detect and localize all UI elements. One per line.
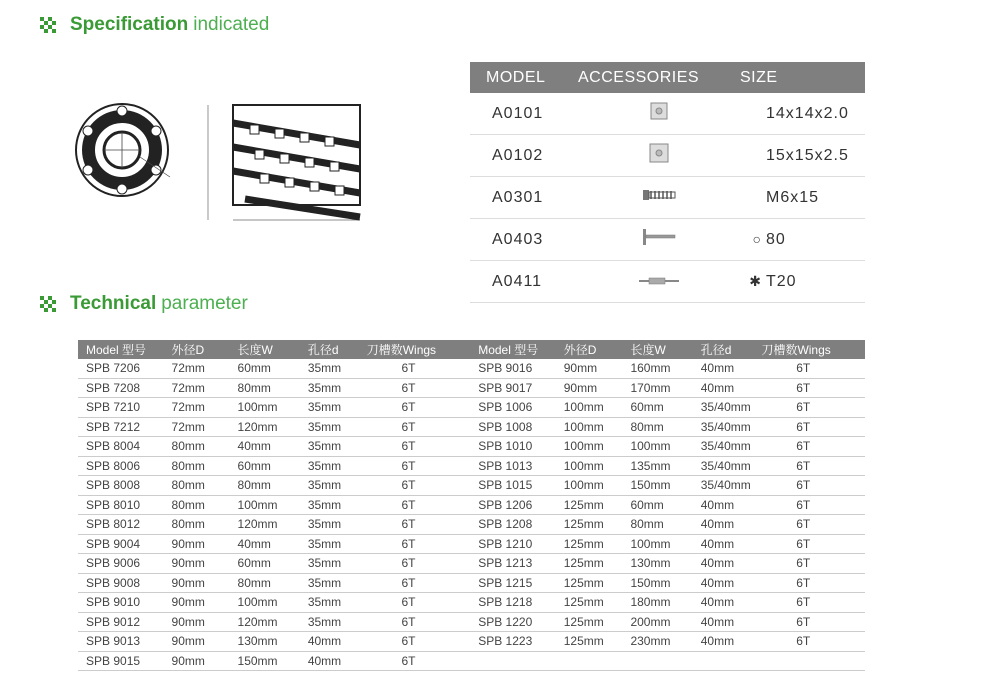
table-row	[78, 495, 865, 515]
technical-title-bold: Technical	[70, 293, 157, 314]
cell-model: SPB 9006	[78, 554, 172, 574]
cell-bore: 35mm	[308, 573, 367, 593]
cell-length: 150mm	[630, 476, 700, 496]
table-row	[78, 612, 865, 632]
accessory-model: A0102	[470, 135, 578, 177]
cell-wings: 6T	[367, 476, 471, 496]
size-value: 14x14x2.0	[766, 104, 849, 122]
cell-model: SPB 1013	[470, 456, 564, 476]
accessories-table	[470, 62, 865, 303]
checker-bullet-icon	[40, 296, 56, 312]
cell-wings: 6T	[761, 554, 865, 574]
accessory-size	[740, 261, 865, 303]
accessory-image	[578, 177, 740, 219]
accessory-row	[470, 261, 865, 303]
cell-model: SPB 9008	[78, 573, 172, 593]
cell-length: 80mm	[238, 378, 308, 398]
cell-length: 100mm	[630, 534, 700, 554]
cell-wings	[761, 651, 865, 671]
cell-length: 60mm	[238, 554, 308, 574]
cell-model: SPB 9017	[470, 378, 564, 398]
cell-length: 120mm	[238, 612, 308, 632]
cell-bore: 40mm	[701, 593, 762, 613]
accessory-model: A0411	[470, 261, 578, 303]
accessory-model: A0403	[470, 219, 578, 261]
cell-length: 130mm	[630, 554, 700, 574]
cell-model: SPB 9013	[78, 632, 172, 652]
cell-bore: 35mm	[308, 515, 367, 535]
cell-length: 170mm	[630, 378, 700, 398]
cell-outer-diameter: 90mm	[172, 534, 238, 554]
header-model: Model 型号	[470, 340, 564, 359]
cell-wings: 6T	[367, 378, 471, 398]
cell-model: SPB 1015	[470, 476, 564, 496]
header-bore: 孔径d	[308, 340, 367, 359]
cell-outer-diameter: 90mm	[172, 651, 238, 671]
cell-model: SPB 9015	[78, 651, 172, 671]
t-wrench-icon	[641, 227, 677, 247]
specification-heading	[40, 14, 269, 36]
technical-heading	[40, 293, 248, 315]
cell-outer-diameter: 80mm	[172, 437, 238, 457]
cell-model: SPB 1008	[470, 417, 564, 437]
cell-outer-diameter: 100mm	[564, 437, 631, 457]
cell-length: 120mm	[238, 515, 308, 535]
cell-model: SPB 9012	[78, 612, 172, 632]
cell-bore: 35mm	[308, 554, 367, 574]
size-value: M6x15	[766, 188, 820, 206]
table-row	[78, 515, 865, 535]
cell-model	[470, 651, 564, 671]
cell-model: SPB 1223	[470, 632, 564, 652]
accessory-image	[578, 261, 740, 303]
size-symbol: ✱	[749, 272, 762, 289]
cell-outer-diameter: 90mm	[172, 573, 238, 593]
cell-outer-diameter: 125mm	[564, 612, 631, 632]
cell-bore: 35mm	[308, 612, 367, 632]
accessories-header-row	[470, 62, 865, 93]
cell-bore: 35/40mm	[701, 417, 762, 437]
accessory-size	[740, 93, 865, 135]
table-row	[78, 378, 865, 398]
cell-length: 150mm	[238, 651, 308, 671]
table-row	[78, 651, 865, 671]
cell-outer-diameter: 125mm	[564, 554, 631, 574]
header-outer-diameter: 外径D	[564, 340, 631, 359]
technical-table	[78, 340, 865, 671]
cell-outer-diameter: 125mm	[564, 632, 631, 652]
cell-wings: 6T	[761, 593, 865, 613]
screw-icon	[641, 188, 677, 202]
cell-length: 80mm	[238, 573, 308, 593]
cell-model: SPB 7210	[78, 398, 172, 418]
cell-outer-diameter: 90mm	[172, 632, 238, 652]
cell-wings: 6T	[761, 476, 865, 496]
table-row	[78, 398, 865, 418]
cell-outer-diameter: 100mm	[564, 398, 631, 418]
cell-model: SPB 8010	[78, 495, 172, 515]
cell-bore: 40mm	[701, 573, 762, 593]
cell-length: 40mm	[238, 534, 308, 554]
accessory-row	[470, 177, 865, 219]
cell-length: 180mm	[630, 593, 700, 613]
cell-model: SPB 1213	[470, 554, 564, 574]
cell-bore: 35mm	[308, 437, 367, 457]
cell-length	[630, 651, 700, 671]
cell-bore	[701, 651, 762, 671]
cell-wings: 6T	[761, 534, 865, 554]
cutterhead-drawing	[70, 95, 405, 235]
table-row	[78, 534, 865, 554]
cell-outer-diameter: 100mm	[564, 417, 631, 437]
cell-bore: 40mm	[701, 359, 762, 378]
cell-bore: 35/40mm	[701, 398, 762, 418]
accessory-size	[740, 177, 865, 219]
accessory-size	[740, 219, 865, 261]
accessory-model: A0301	[470, 177, 578, 219]
cell-length: 160mm	[630, 359, 700, 378]
accessory-model: A0101	[470, 93, 578, 135]
table-row	[78, 554, 865, 574]
cell-model: SPB 8008	[78, 476, 172, 496]
cell-length: 130mm	[238, 632, 308, 652]
size-value: 80	[766, 230, 786, 248]
cell-wings: 6T	[367, 612, 471, 632]
cell-model: SPB 8012	[78, 515, 172, 535]
cell-wings: 6T	[761, 417, 865, 437]
table-row	[78, 476, 865, 496]
header-wings: 刀槽数Wings	[761, 340, 865, 359]
cell-length: 60mm	[238, 359, 308, 378]
cell-wings: 6T	[367, 651, 471, 671]
cell-outer-diameter: 100mm	[564, 476, 631, 496]
accessory-size	[740, 135, 865, 177]
cell-bore: 35mm	[308, 495, 367, 515]
cell-model: SPB 9010	[78, 593, 172, 613]
cell-bore: 35mm	[308, 534, 367, 554]
accessory-row	[470, 135, 865, 177]
cell-bore: 40mm	[701, 534, 762, 554]
cell-length: 60mm	[630, 495, 700, 515]
table-row	[78, 632, 865, 652]
cell-outer-diameter: 80mm	[172, 515, 238, 535]
cell-outer-diameter: 90mm	[172, 612, 238, 632]
square-insert-icon	[649, 101, 669, 121]
cell-bore: 35mm	[308, 593, 367, 613]
cell-model: SPB 9016	[470, 359, 564, 378]
cell-outer-diameter: 100mm	[564, 456, 631, 476]
cell-bore: 35/40mm	[701, 437, 762, 457]
cell-length: 40mm	[238, 437, 308, 457]
cell-bore: 35/40mm	[701, 456, 762, 476]
square-insert-icon	[649, 143, 669, 163]
cell-outer-diameter: 90mm	[564, 378, 631, 398]
cell-wings: 6T	[367, 515, 471, 535]
header-model: MODEL	[470, 62, 578, 93]
cell-outer-diameter: 125mm	[564, 515, 631, 535]
cell-wings: 6T	[367, 554, 471, 574]
header-wings: 刀槽数Wings	[367, 340, 471, 359]
technical-header-row	[78, 340, 865, 359]
header-size: SIZE	[740, 62, 865, 93]
cell-bore: 40mm	[701, 554, 762, 574]
cell-wings: 6T	[761, 515, 865, 535]
cell-length: 120mm	[238, 417, 308, 437]
technical-title-light: parameter	[161, 293, 248, 314]
cell-length: 100mm	[238, 593, 308, 613]
cell-length: 135mm	[630, 456, 700, 476]
cell-bore: 35mm	[308, 378, 367, 398]
accessory-row	[470, 93, 865, 135]
cell-bore: 40mm	[701, 612, 762, 632]
header-length: 长度W	[630, 340, 700, 359]
cell-wings: 6T	[761, 632, 865, 652]
cell-outer-diameter: 80mm	[172, 476, 238, 496]
cell-model: SPB 1010	[470, 437, 564, 457]
cell-bore: 35mm	[308, 398, 367, 418]
cell-model: SPB 1218	[470, 593, 564, 613]
cell-model: SPB 1006	[470, 398, 564, 418]
cell-model: SPB 9004	[78, 534, 172, 554]
torx-key-icon	[637, 276, 681, 286]
cell-length: 230mm	[630, 632, 700, 652]
table-row	[78, 593, 865, 613]
cell-wings: 6T	[367, 456, 471, 476]
cell-outer-diameter: 125mm	[564, 495, 631, 515]
cell-wings: 6T	[367, 593, 471, 613]
cell-model: SPB 1208	[470, 515, 564, 535]
checker-bullet-icon	[40, 17, 56, 33]
table-row	[78, 456, 865, 476]
cell-bore: 35mm	[308, 417, 367, 437]
cell-outer-diameter: 125mm	[564, 593, 631, 613]
cell-bore: 40mm	[701, 378, 762, 398]
table-row	[78, 437, 865, 457]
cell-bore: 35/40mm	[701, 476, 762, 496]
cutterhead-end-view	[76, 104, 170, 196]
header-accessories: ACCESSORIES	[578, 62, 740, 93]
cell-outer-diameter: 80mm	[172, 495, 238, 515]
specification-title-light: indicated	[193, 14, 270, 35]
cell-outer-diameter	[564, 651, 631, 671]
header-model: Model 型号	[78, 340, 172, 359]
cell-model: SPB 8004	[78, 437, 172, 457]
cell-wings: 6T	[761, 398, 865, 418]
cell-outer-diameter: 72mm	[172, 398, 238, 418]
cell-wings: 6T	[367, 437, 471, 457]
cell-outer-diameter: 90mm	[172, 554, 238, 574]
cell-length: 60mm	[238, 456, 308, 476]
cell-outer-diameter: 72mm	[172, 378, 238, 398]
cell-wings: 6T	[761, 456, 865, 476]
accessory-image	[578, 93, 740, 135]
cell-bore: 40mm	[701, 515, 762, 535]
cell-length: 100mm	[238, 495, 308, 515]
cell-bore: 35mm	[308, 359, 367, 378]
cell-wings: 6T	[367, 495, 471, 515]
cell-length: 200mm	[630, 612, 700, 632]
cell-length: 80mm	[630, 417, 700, 437]
cell-wings: 6T	[367, 534, 471, 554]
cell-length: 100mm	[630, 437, 700, 457]
accessory-row	[470, 219, 865, 261]
cell-bore: 40mm	[308, 632, 367, 652]
cell-wings: 6T	[761, 378, 865, 398]
cell-outer-diameter: 90mm	[172, 593, 238, 613]
cell-wings: 6T	[761, 359, 865, 378]
cell-wings: 6T	[367, 359, 471, 378]
cell-length: 80mm	[238, 476, 308, 496]
cell-bore: 40mm	[701, 495, 762, 515]
cell-wings: 6T	[367, 632, 471, 652]
cell-model: SPB 1215	[470, 573, 564, 593]
header-length: 长度W	[238, 340, 308, 359]
cell-model: SPB 7208	[78, 378, 172, 398]
size-value: T20	[766, 272, 797, 290]
cell-bore: 40mm	[701, 632, 762, 652]
cell-wings: 6T	[367, 417, 471, 437]
accessory-image	[578, 135, 740, 177]
cell-outer-diameter: 72mm	[172, 417, 238, 437]
cell-outer-diameter: 72mm	[172, 359, 238, 378]
cell-model: SPB 7206	[78, 359, 172, 378]
header-outer-diameter: 外径D	[172, 340, 238, 359]
cell-wings: 6T	[367, 573, 471, 593]
cell-outer-diameter: 90mm	[564, 359, 631, 378]
table-row	[78, 359, 865, 378]
cell-wings: 6T	[367, 398, 471, 418]
cell-model: SPB 1210	[470, 534, 564, 554]
cell-length: 150mm	[630, 573, 700, 593]
cell-length: 80mm	[630, 515, 700, 535]
cell-model: SPB 7212	[78, 417, 172, 437]
cell-wings: 6T	[761, 612, 865, 632]
cell-length: 100mm	[238, 398, 308, 418]
specification-title-bold: Specification	[70, 14, 189, 35]
cell-wings: 6T	[761, 437, 865, 457]
accessory-image	[578, 219, 740, 261]
cell-model: SPB 1206	[470, 495, 564, 515]
cell-bore: 35mm	[308, 456, 367, 476]
cell-model: SPB 8006	[78, 456, 172, 476]
cell-outer-diameter: 80mm	[172, 456, 238, 476]
header-bore: 孔径d	[701, 340, 762, 359]
cell-bore: 40mm	[308, 651, 367, 671]
cell-model: SPB 1220	[470, 612, 564, 632]
table-row	[78, 573, 865, 593]
size-symbol: ○	[752, 230, 762, 247]
table-row	[78, 417, 865, 437]
cell-wings: 6T	[761, 573, 865, 593]
cell-outer-diameter: 125mm	[564, 534, 631, 554]
size-value: 15x15x2.5	[766, 146, 849, 164]
cell-outer-diameter: 125mm	[564, 573, 631, 593]
cell-bore: 35mm	[308, 476, 367, 496]
cutterhead-side-view	[208, 105, 360, 220]
cell-length: 60mm	[630, 398, 700, 418]
cell-wings: 6T	[761, 495, 865, 515]
